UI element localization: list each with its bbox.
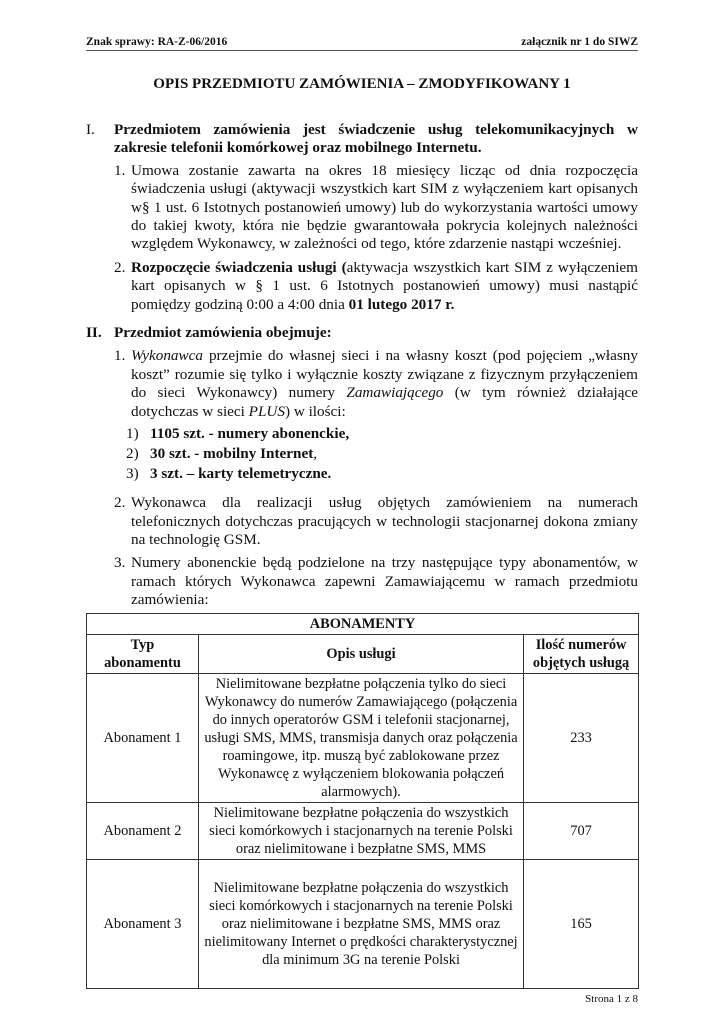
column-header-count: Ilość numerów objętych usługą — [524, 634, 639, 673]
item-text: Umowa zostanie zawarta na okres 18 miesięcy licząc od dnia rozpoczęcia świadczenia usługi (aktywacji wszystkich kart SIM z wyłączeniem kart opisanych w§ 1 ust. 6 Istotnych postanowień umowy) lub do wykorzystania wartości umowy do takiej kwoty, która nie będzie gwarantowała pokrycia kolejnych należności względem Wykonawcy, w zależności od tego, które zdarzenie nastąpi wcześniej. — [131, 161, 638, 253]
italic-text: Wykonawca — [131, 347, 203, 365]
section-number: II. — [86, 324, 102, 342]
table-row — [87, 673, 639, 802]
table-row — [87, 859, 639, 988]
list-number: 1) — [126, 425, 139, 443]
section-1-item-1 — [86, 162, 638, 254]
page-header — [86, 34, 638, 51]
quantity-text: 30 szt. - mobilny Internet — [150, 445, 314, 463]
list-number: 2) — [126, 445, 139, 463]
section-2-item-1 — [86, 347, 638, 421]
subscription-type: Abonament 1 — [87, 673, 199, 802]
italic-text: PLUS — [248, 402, 285, 420]
document-title: OPIS PRZEDMIOTU ZAMÓWIENIA – ZMODYFIKOWANY 1 — [153, 76, 571, 92]
quantity-item — [126, 464, 638, 484]
subscription-description: Nielimitowane bezpłatne połączenia do wszystkich sieci komórkowych i stacjonarnych na terenie Polski oraz nielimitowane i bezpłatne SMS, MMS oraz nielimitowany Internet o prędkości charakterystycznej dla minimum 3G na terenie Polski — [198, 859, 523, 988]
item-text: Numery abonenckie będą podzielone na trzy następujące typy abonamentów, w ramach których Wykonawca zapewni Zamawiającemu w ramach przedmiotu zamówienia: — [131, 554, 638, 609]
table-row — [87, 802, 639, 859]
item-text — [131, 259, 638, 314]
item-text — [131, 347, 638, 421]
section-number: I. — [86, 121, 95, 138]
start-date: 01 lutego 2017 r. — [348, 295, 455, 313]
text: , — [313, 445, 318, 463]
list-number: 3) — [126, 465, 139, 483]
section-heading: Przedmiotem zamówienia jest świadczenie usług telekomunikacyjnych w zakresie telefonii komórkowej oraz mobilnego Internetu. — [114, 121, 638, 157]
subscription-type: Abonament 2 — [87, 802, 199, 859]
attachment-label: załącznik nr 1 do SIWZ — [521, 36, 638, 48]
section-1 — [86, 121, 638, 158]
subscription-description: Nielimitowane bezpłatne połączenia do wszystkich sieci komórkowych i stacjonarnych na terenie Polski oraz nielimitowane i bezpłatne SMS, MMS — [198, 802, 523, 859]
item-number: 2. — [114, 494, 126, 512]
quantity-list — [126, 424, 638, 484]
table-title: ABONAMENTY — [87, 613, 639, 634]
item-number: 1. — [114, 347, 126, 365]
section-1-item-2 — [86, 259, 638, 314]
column-header-description: Opis usługi — [198, 634, 523, 673]
item-text-body: aktywacja wszystkich kart SIM z wyłączeniem kart opisanych w § 1 ust. 6 Istotnych postanowień umowy) musi nastąpić pomiędzy godziną 0:00 a 4:00 dnia — [131, 258, 638, 313]
item-number: 1. — [114, 161, 126, 179]
section-heading: Przedmiot zamówienia obejmuje: — [114, 324, 332, 342]
bold-text: Rozpoczęcie świadczenia usługi ( — [131, 258, 347, 276]
text: (w tym również działające dotychczas w sieci — [131, 384, 638, 420]
quantity-text: 1105 szt. - numery abonenckie, — [150, 425, 350, 443]
subscription-count: 707 — [524, 802, 639, 859]
case-number: Znak sprawy: RA-Z-06/2016 — [86, 36, 228, 48]
item-number: 3. — [114, 554, 126, 572]
section-2 — [86, 324, 638, 342]
item-number: 2. — [114, 258, 126, 276]
text: przejmie do własnej sieci i na własny koszt (pod pojęciem „własny koszt” rozumie się tylko i wyłącznie koszty związane z fizycznym przyłączeniem do sieci Wykonawcy) numery — [131, 347, 638, 402]
text: ) w ilości: — [284, 402, 346, 420]
page-number: Strona 1 z 8 — [585, 993, 638, 1005]
subscription-type: Abonament 3 — [87, 859, 199, 988]
item-text: Wykonawca dla realizacji usług objętych zamówieniem na numerach telefonicznych dotychczas pracujących w technologii stacjonarnej dokona zmiany na technologię GSM. — [131, 494, 638, 548]
section-2-item-2 — [86, 494, 638, 549]
quantity-text: 3 szt. – karty telemetryczne. — [150, 465, 332, 483]
quantity-item — [126, 424, 638, 444]
italic-text: Zamawiającego — [346, 384, 444, 402]
quantity-item — [126, 444, 638, 464]
section-2-item-3 — [86, 554, 638, 609]
subscription-description: Nielimitowane bezpłatne połączenia tylko do sieci Wykonawcy do numerów Zamawiającego (połączenia do innych operatorów GSM i telefonii stacjonarnej, usługi SMS, MMS, transmisja danych oraz połączenia roamingowe, itp. muszą być zablokowane przez Wykonawcę z wyłączeniem blokowania połączeń alarmowych). — [198, 673, 523, 802]
subscription-count: 233 — [524, 673, 639, 802]
subscriptions-table — [86, 613, 639, 989]
document-body — [86, 121, 638, 989]
column-header-type: Typ abonamentu — [87, 634, 199, 673]
subscription-count: 165 — [524, 859, 639, 988]
